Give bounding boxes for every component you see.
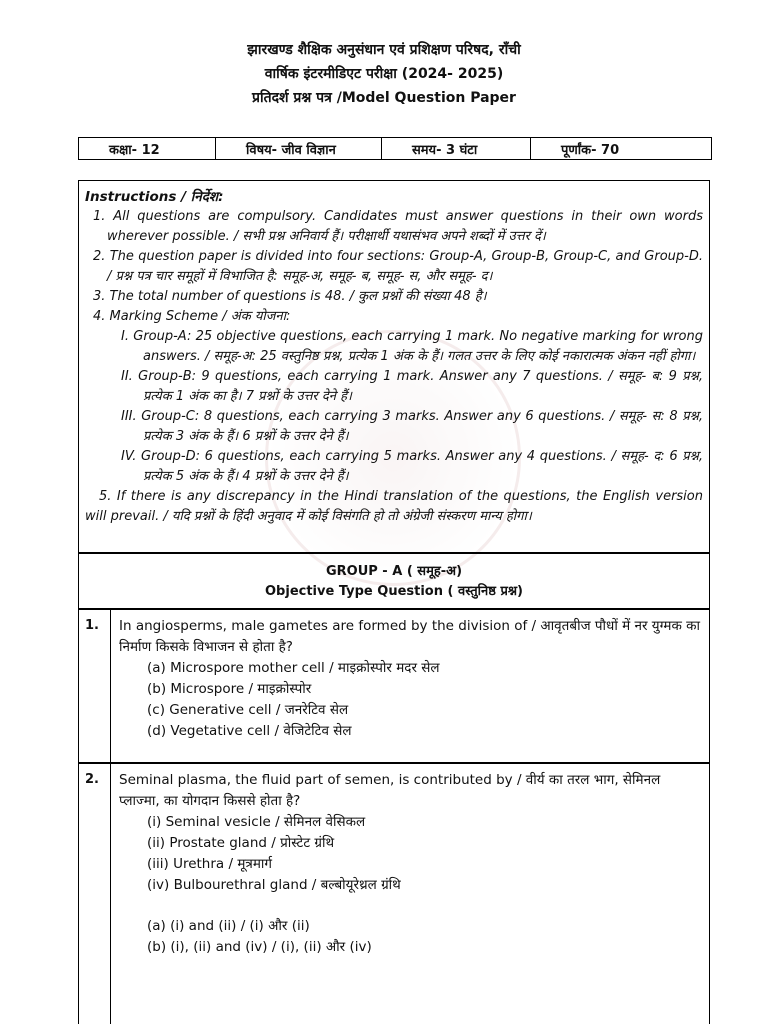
group-heading <box>78 553 710 609</box>
question-text: Seminal plasma, the fluid part of semen, is contributed by / वीर्य का तरल भाग, सेमिनल प्लाज्मा, का योगदान किससे होता है? <box>119 772 661 809</box>
instructions-title: Instructions / निर्देश: <box>85 189 224 205</box>
council-name: झारखण्ड शैक्षिक अनुसंधान एवं प्रशिक्षण परिषद, राँची <box>247 42 521 58</box>
paper-title: प्रतिदर्श प्रश्न पत्र /Model Question Paper <box>252 90 516 106</box>
instruction-item: 1. All questions are compulsory. Candidates must answer questions in their own words wherever possible. / सभी प्रश्न अनिवार्य हैं। परीक्षार्थी यथासंभव अपने शब्दों में उत्तर दें। <box>93 209 703 244</box>
option: (b) Microspore / माइक्रोस्पोर <box>147 681 312 697</box>
answer-option: (a) (i) and (ii) / (i) और (ii) <box>147 918 310 934</box>
scheme-item: I. Group-A: 25 objective questions, each carrying 1 mark. No negative marking for wrong answers. / समूह-अ: 25 वस्तुनिष्ठ प्रश्न, प्रत्येक 1 अंक के हैं। गलत उत्तर के लिए कोई नकारात्मक अंकन नहीं होगा। <box>121 329 703 364</box>
option: (c) Generative cell / जनरेटिव सेल <box>147 702 349 718</box>
instruction-item: 5. If there is any discrepancy in the Hindi translation of the questions, the English version will prevail. / यदि प्रश्नों के हिंदी अनुवाद में कोई विसंगति हो तो अंग्रेजी संस्करण मान्य होगा। <box>85 489 703 524</box>
instruction-item: 4. Marking Scheme / अंक योजना: <box>93 309 291 324</box>
statement: (iv) Bulbourethral gland / बल्बोयूरेथ्रल ग्रंथि <box>147 877 401 893</box>
scheme-item: IV. Group-D: 6 questions, each carrying 5 marks. Answer any 4 questions. / समूह- द: 6 प्रश्न, प्रत्येक 5 अंक के हैं। 4 प्रश्नों के उत्तर देने हैं। <box>121 449 703 484</box>
scheme-item: III. Group-C: 8 questions, each carrying 3 marks. Answer any 6 questions. / समूह- स: 8 प्रश्न, प्रत्येक 3 अंक के हैं। 6 प्रश्नों के उत्तर देने हैं। <box>121 409 703 444</box>
statement: (i) Seminal vesicle / सेमिनल वेसिकल <box>147 814 366 830</box>
question-number: 2. <box>79 764 111 1024</box>
marks-cell: पूर्णांक- 70 <box>561 142 620 158</box>
scheme-item: II. Group-B: 9 questions, each carrying 1 mark. Answer any 7 questions. / समूह- ब: 9 प्रश्न, प्रत्येक 1 अंक का है। 7 प्रश्नों के उत्तर देने हैं। <box>121 369 703 404</box>
document-header <box>0 38 768 110</box>
exam-title: वार्षिक इंटरमीडिएट परीक्षा (2024- 2025) <box>264 66 504 82</box>
statement: (iii) Urethra / मूत्रमार्ग <box>147 856 273 872</box>
statement: (ii) Prostate gland / प्रोस्टेट ग्रंथि <box>147 835 335 851</box>
instruction-item: 2. The question paper is divided into four sections: Group-A, Group-B, Group-C, and Group-D. / प्रश्न पत्र चार समूहों में विभाजित है: समूह-अ, समूह- ब, समूह- स, और समूह- द। <box>93 249 703 284</box>
question-row <box>78 763 710 1024</box>
answer-option: (b) (i), (ii) and (iv) / (i), (ii) और (iv) <box>147 939 372 955</box>
question-body <box>119 616 701 742</box>
class-cell: कक्षा- 12 <box>79 138 216 159</box>
exam-meta-table <box>78 137 712 160</box>
instruction-item: 3. The total number of questions is 48. / कुल प्रश्नों की संख्या 48 है। <box>93 289 487 304</box>
group-subtitle: Objective Type Question ( वस्तुनिष्ठ प्रश्न) <box>265 584 523 599</box>
question-text: In angiosperms, male gametes are formed by the division of / आवृतबीज पौधों में नर युग्मक का निर्माण किसके विभाजन से होता है? <box>119 618 701 655</box>
instructions-box <box>78 180 710 553</box>
question-row <box>78 609 710 763</box>
question-number: 1. <box>79 610 111 762</box>
time-cell: समय- 3 घंटा <box>382 138 531 159</box>
question-body <box>119 770 701 958</box>
subject-cell: विषय- जीव विज्ञान <box>216 138 382 159</box>
option: (a) Microspore mother cell / माइक्रोस्पोर मदर सेल <box>147 660 440 676</box>
group-title: GROUP - A ( समूह-अ) <box>325 564 463 579</box>
option: (d) Vegetative cell / वेजिटेटिव सेल <box>147 723 352 739</box>
